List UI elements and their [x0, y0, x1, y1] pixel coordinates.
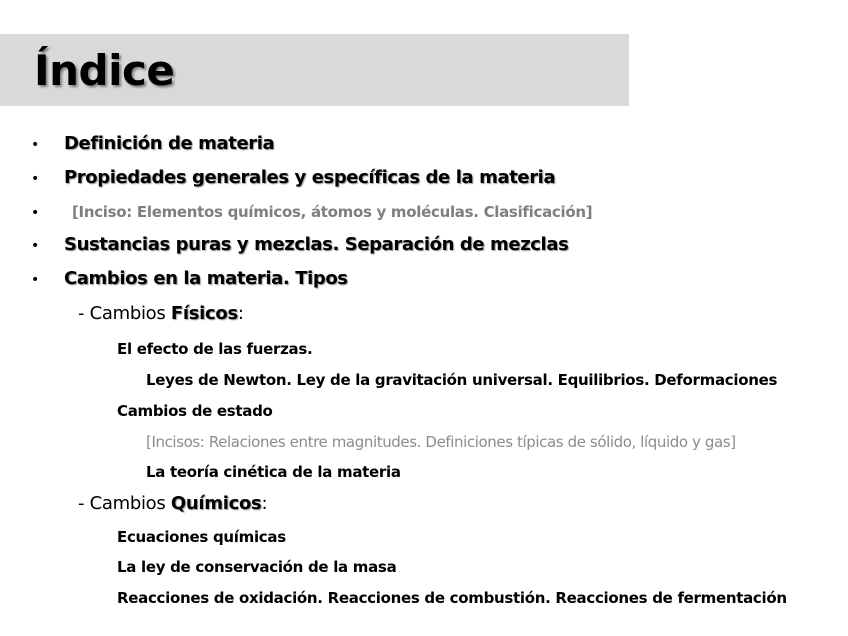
- bullet-dot: •: [31, 137, 40, 153]
- bullet-dot: •: [31, 272, 40, 288]
- bullet-item-inciso: [Inciso: Elementos químicos, átomos y moléculas. Clasificación]: [72, 203, 593, 221]
- bullet-item-propiedades: Propiedades generales y específicas de la materia: [64, 167, 556, 188]
- subheading-emphasis: Físicos: [170, 303, 238, 324]
- bullet-dot: •: [31, 171, 40, 187]
- subheading-quimicos: [78, 493, 267, 514]
- subheading-fisicos: [78, 303, 244, 324]
- fisicos-item-estado: Cambios de estado: [117, 402, 273, 420]
- fisicos-subitem-newton: Leyes de Newton. Ley de la gravitación universal. Equilibrios. Deformaciones: [146, 371, 778, 389]
- fisicos-subitem-incisos: [Incisos: Relaciones entre magnitudes. Definiciones típicas de sólido, líquido y gas]: [146, 433, 736, 451]
- slide-title: Índice: [34, 46, 175, 95]
- quimicos-item-ecuaciones: Ecuaciones químicas: [117, 528, 286, 546]
- bullet-dot: •: [31, 205, 40, 221]
- bullet-item-definicion: Definición de materia: [64, 133, 275, 154]
- fisicos-subitem-cinetica: La teoría cinética de la materia: [146, 463, 401, 481]
- bullet-dot: •: [31, 238, 40, 254]
- subheading-suffix: :: [261, 493, 268, 514]
- subheading-prefix: - Cambios: [78, 303, 171, 324]
- subheading-emphasis: Químicos: [170, 493, 262, 514]
- subheading-prefix: - Cambios: [78, 493, 171, 514]
- quimicos-item-conservacion: La ley de conservación de la masa: [117, 558, 397, 576]
- fisicos-item-fuerzas: El efecto de las fuerzas.: [117, 340, 313, 358]
- bullet-item-cambios: Cambios en la materia. Tipos: [64, 268, 348, 289]
- bullet-item-sustancias: Sustancias puras y mezclas. Separación de mezclas: [64, 234, 569, 255]
- quimicos-item-reacciones: Reacciones de oxidación. Reacciones de combustión. Reacciones de fermentación: [117, 589, 787, 607]
- subheading-suffix: :: [237, 303, 244, 324]
